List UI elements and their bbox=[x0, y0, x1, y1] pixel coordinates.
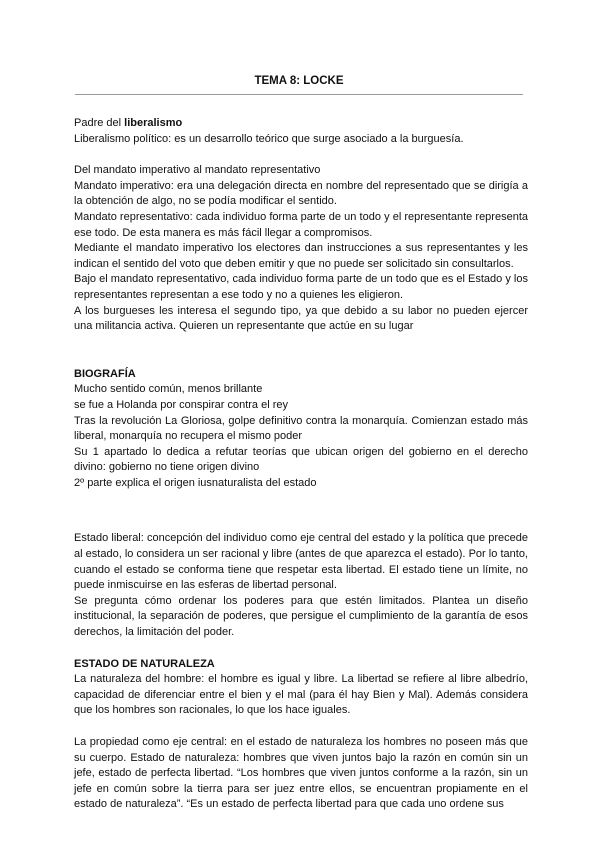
document-title: TEMA 8: LOCKE bbox=[254, 75, 344, 87]
mandato-representativo-paragraph: Mandato representativo: cada individuo forma parte de un todo y el representante representa ese todo. De esta manera es más fácil llegar a compromisos. bbox=[74, 210, 528, 239]
padre-bold: liberalismo bbox=[124, 117, 183, 129]
burgueses-paragraph: A los burgueses les interesa el segundo tipo, ya que debido a su labor no pueden ejercer una militancia activa. Quieren un representante que actúe en su lugar bbox=[74, 304, 528, 333]
biografia-line-2: se fue a Holanda por conspirar contra el rey bbox=[74, 398, 289, 411]
separacion-poderes-paragraph: Se pregunta cómo ordenar los poderes para que estén limitados. Plantea un diseño institucional, la separación de poderes, que persigue el cumplimiento de la garantía de esos derechos, la limitación del poder. bbox=[74, 594, 528, 639]
mandato-heading: Del mandato imperativo al mandato representativo bbox=[74, 164, 321, 177]
estado-liberal-paragraph: Estado liberal: concepción del individuo como eje central del estado y la política que precede al estado, lo considera un ser racional y libre (antes de que aparezca el estado). Por lo tanto, cuando el estado se conforma tiene que respetar esta libertad. El estado tiene un límite, no puede inmiscuirse en las esferas de libertad personal. bbox=[74, 532, 528, 592]
biografia-heading: BIOGRAFÍA bbox=[74, 367, 136, 380]
biografia-line-3: Tras la revolución La Gloriosa, golpe definitivo contra la monarquía. Comienzan estado más liberal, monarquía no recupera el mismo poder bbox=[74, 414, 528, 443]
mediante-paragraph: Mediante el mandato imperativo los electores dan instrucciones a sus representantes y les indican el sentido del voto que deben emitir y que no puede ser solicitado sin consultarlos. bbox=[74, 242, 528, 270]
padre-prefix: Padre del bbox=[74, 117, 125, 129]
bajo-paragraph: Bajo el mandato representativo, cada individuo forma parte de un todo que es el Estado y los representantes representan a ese todo y no a quienes les eligieron. bbox=[74, 273, 528, 301]
document-body bbox=[74, 116, 528, 813]
mandato-imperativo-paragraph: Mandato imperativo: era una delegación directa en nombre del representado que se dirigía a la obtención de algo, no se podía modificar el sentido. bbox=[74, 179, 528, 208]
biografia-line-5: 2º parte explica el origen iusnaturalista del estado bbox=[74, 476, 317, 489]
naturaleza-paragraph-2: La propiedad como eje central: en el estado de naturaleza los hombres no poseen más que su cuerpo. Estado de naturaleza: hombres que viven juntos bajo la razón en común sin un jefe, estado de perfecta libertad. “Los hombres que viven juntos conforme a la razón, sin un jefe en común sobre la tierra para ser juez entre ellos, se encuentran propiamente en el estado de naturaleza”. “Es un estado de perfecta libertad para que cada uno ordene sus bbox=[74, 736, 528, 811]
naturaleza-paragraph-1: La naturaleza del hombre: el hombre es igual y libre. La libertad se refiere al libre albedrío, capacidad de diferenciar entre el bien y el mal (para él hay Bien y Mal). Además considera que los hombres son racionales, lo que los hace iguales. bbox=[74, 673, 528, 717]
biografia-line-1: Mucho sentido común, menos brillante bbox=[74, 383, 263, 396]
padre-line bbox=[74, 116, 528, 132]
naturaleza-heading: ESTADO DE NATURALEZA bbox=[74, 657, 215, 670]
liberalismo-line: Liberalismo político: es un desarrollo teórico que surge asociado a la burguesía. bbox=[74, 132, 464, 145]
biografia-line-4: Su 1 apartado lo dedica a refutar teorías que ubican origen del gobierno en el derecho divino: gobierno no tiene origen divino bbox=[74, 445, 528, 474]
title-divider bbox=[75, 94, 523, 95]
